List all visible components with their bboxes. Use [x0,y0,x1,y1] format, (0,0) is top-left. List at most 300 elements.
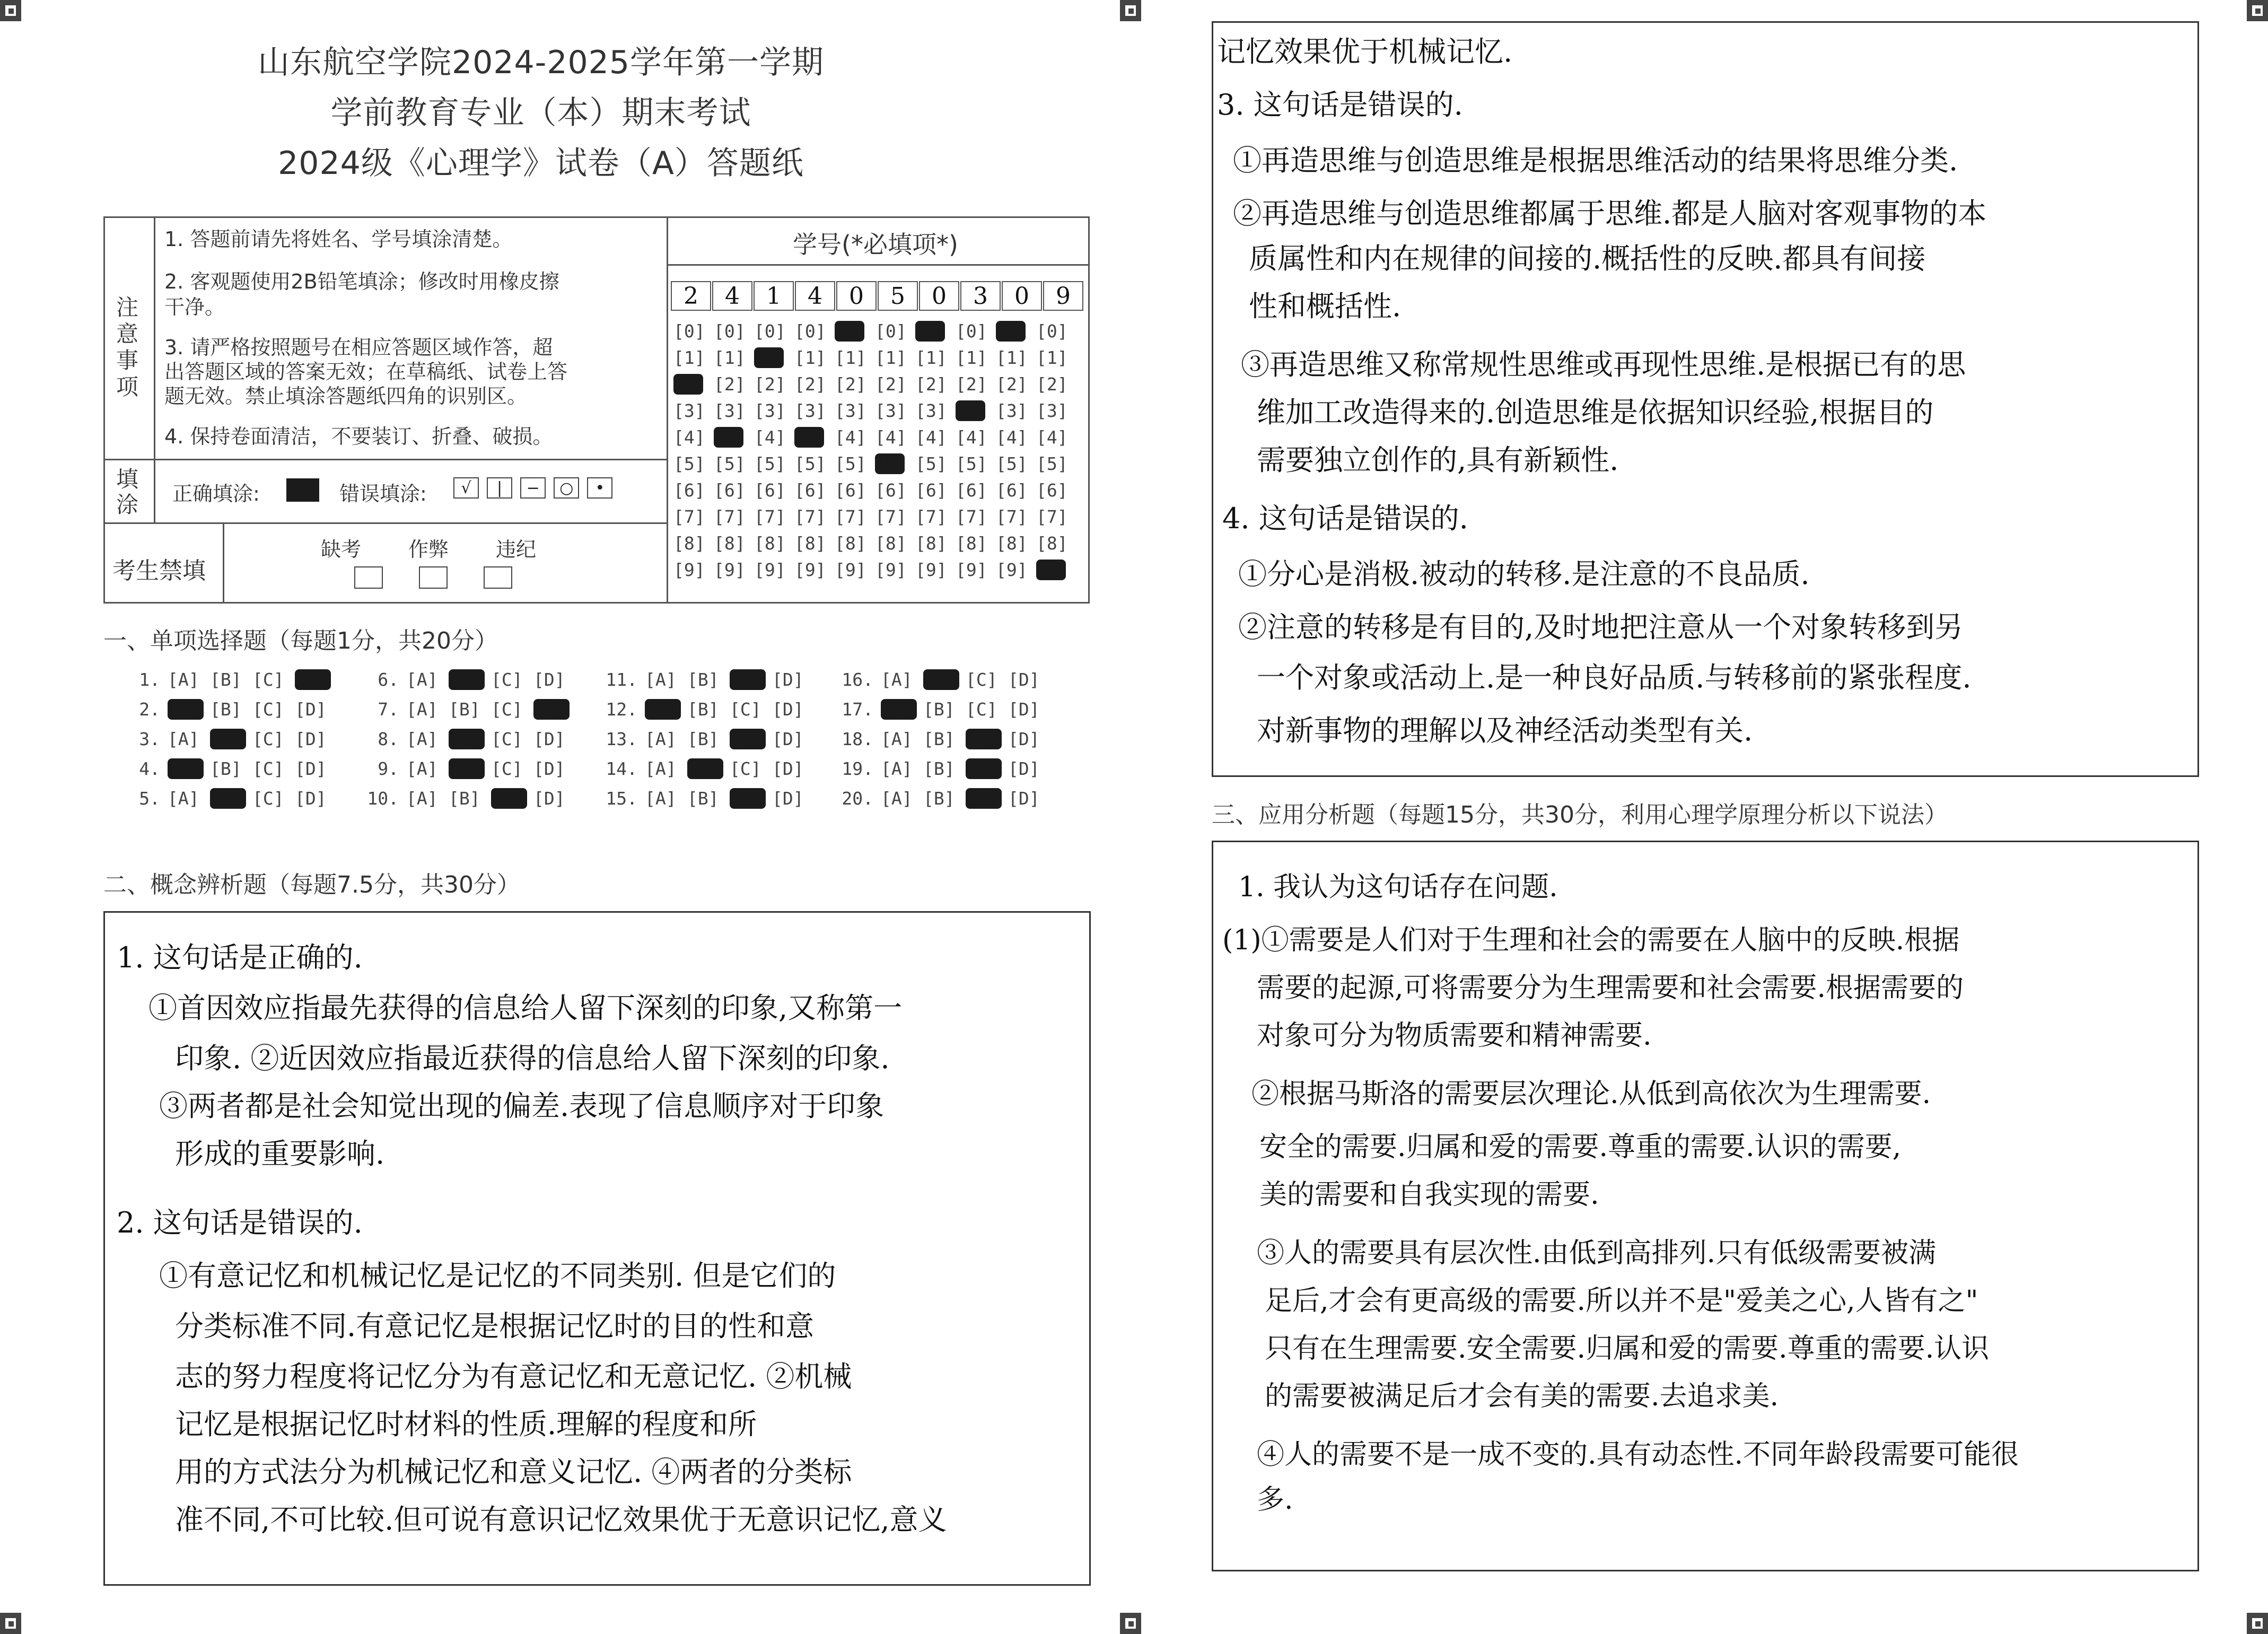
handwritten-answer-line: 对新事物的理解以及神经活动类型有关. [1257,714,1753,747]
student-id-bubble[interactable]: [3] [956,400,987,421]
mcq-option-bubble[interactable]: [D] [1008,669,1040,690]
student-id-digit[interactable]: 4 [712,281,752,311]
mcq-option-bubble[interactable]: [B] [923,788,955,809]
student-id-bubble[interactable]: [7] [673,506,705,527]
handwritten-answer-line: 用的方式法分为机械记忆和意义记忆. ④两者的分类标 [175,1455,852,1489]
mcq-question [355,788,576,809]
student-id-bubble-row [673,533,1076,554]
mcq-question [355,758,576,779]
student-id-bubble[interactable]: [6] [1036,480,1068,501]
mcq-number: 8. [378,729,399,749]
mcq-option-bubble[interactable]: [B] [210,788,246,809]
student-id-bubble[interactable]: [5] [835,453,866,474]
mcq-option-bubble[interactable]: [A] [168,729,199,749]
student-id-bubble[interactable]: [5] [714,453,746,474]
handwritten-answer-line: 维加工改造得来的.创造思维是依据知识经验,根据目的 [1257,396,1934,429]
student-id-bubble[interactable]: [3] [754,400,786,421]
mcq-option-bubble[interactable]: [D] [295,788,327,809]
student-id-bubble[interactable]: [5] [1036,453,1068,474]
student-id-bubble[interactable]: [8] [754,533,786,554]
forbidden-absent-box[interactable] [354,566,383,589]
wrong-mark-bar: | [487,477,512,499]
student-id-bubble[interactable]: [0] [835,321,866,342]
student-id-bubble[interactable]: [0] [956,321,987,342]
mcq-option-bubble[interactable]: [D] [533,669,565,690]
student-id-bubble[interactable]: [6] [673,480,705,501]
mcq-question [117,669,337,690]
mcq-number: 18. [842,729,873,749]
mcq-question [117,758,337,779]
student-id-bubble[interactable]: [8] [714,533,746,554]
mcq-option-bubble[interactable]: [C] [966,699,997,720]
student-id-bubble[interactable]: [3] [915,400,947,421]
student-id-bubble[interactable]: [0] [875,321,907,342]
handwritten-answer-line: 准不同,不可比较.但可说有意识记忆效果优于无意识记忆,意义 [175,1503,947,1536]
handwritten-answer-line: 的需要被满足后才会有美的需要.去追求美. [1265,1380,1779,1412]
student-id-bubble-row [673,347,1076,368]
mcq-option-bubble[interactable]: [A] [406,758,438,779]
student-id-bubble[interactable]: [7] [996,506,1028,527]
student-id-bubble[interactable]: [7] [956,506,987,527]
student-id-bubble-row [673,506,1076,527]
student-id-digit[interactable]: 0 [1002,281,1042,311]
mcq-option-bubble[interactable]: [A] [645,669,677,690]
mcq-option-bubble[interactable]: [D] [295,729,327,749]
mcq-option-bubble[interactable]: [D] [772,788,804,809]
mcq-option-bubble[interactable]: [B] [449,699,480,720]
notice-item: 1. 答题前请先将姓名、学号填涂清楚。 [164,228,513,251]
mcq-option-bubble[interactable]: [C] [252,788,284,809]
student-id-bubble[interactable]: [2] [956,374,987,395]
student-id-bubble[interactable]: [8] [835,533,866,554]
fill-correct-label: 正确填涂: [172,482,260,505]
student-id-bubble[interactable]: [1] [1036,347,1068,368]
mcq-option-bubble[interactable]: [A] [168,788,199,809]
mcq-option-bubble[interactable]: [A] [406,729,438,749]
mcq-option-bubble[interactable]: [C] [491,669,523,690]
forbidden-cheat-box[interactable] [419,566,448,589]
student-id-bubble[interactable]: [1] [794,347,826,368]
student-id-bubble[interactable]: [4] [754,427,786,448]
mcq-option-bubble[interactable]: [D] [1008,758,1040,779]
mcq-number: 12. [606,699,637,720]
student-id-bubble[interactable]: [5] [915,453,947,474]
student-id-bubble[interactable]: [4] [794,427,826,448]
mcq-option-bubble[interactable]: [C] [252,669,284,690]
student-id-bubble-row [673,321,1076,342]
handwritten-answer-line: 足后,才会有更高级的需要.所以并不是"爱美之心,人皆有之" [1265,1285,1978,1317]
student-id-bubble[interactable]: [9] [714,560,746,580]
handwritten-answer-line: ③两者都是社会知觉出现的偏差.表现了信息顺序对于印象 [159,1089,885,1123]
student-id-bubble[interactable]: [4] [915,427,947,448]
mcq-number: 14. [606,758,637,779]
mcq-option-bubble[interactable]: [C] [491,758,523,779]
mcq-option-bubble[interactable]: [B] [923,729,955,749]
student-id-digit[interactable]: 2 [671,281,711,311]
mcq-option-bubble[interactable]: [C] [252,699,284,720]
mcq-option-bubble[interactable]: [C] [730,669,766,690]
mcq-number: 19. [842,758,873,779]
fill-wrong-label: 错误填涂: [339,482,427,505]
handwritten-answer-line: 1. 我认为这句话存在问题. [1238,871,1558,903]
mcq-option-bubble[interactable]: [C] [491,729,523,749]
student-id-bubble[interactable]: [3] [1036,400,1068,421]
student-id-bubble[interactable]: [8] [915,533,947,554]
forbidden-violation-box[interactable] [484,566,512,589]
student-id-bubble[interactable]: [5] [754,453,786,474]
student-id-bubble[interactable]: [1] [915,347,947,368]
mcq-option-bubble[interactable]: [C] [252,758,284,779]
mcq-number: 2. [139,699,160,720]
handwritten-answer-line: ②注意的转移是有目的,及时地把注意从一个对象转移到另 [1238,610,1964,644]
mcq-option-bubble[interactable]: [B] [210,758,242,779]
student-id-bubble[interactable]: [7] [875,506,907,527]
notice-item: 题无效。禁止填涂答题纸四角的识别区。 [164,385,528,408]
student-id-bubble[interactable]: [0] [673,321,705,342]
student-id-bubble[interactable]: [2] [1036,374,1068,395]
notice-item: 出答题区域的答案无效；在草稿纸、试卷上答 [164,360,568,383]
handwritten-answer-line: 需要的起源,可将需要分为生理需要和社会需要.根据需要的 [1257,972,1964,1004]
mcq-option-bubble[interactable]: [C] [966,788,1002,809]
mcq-option-bubble[interactable]: [A] [881,699,917,720]
mcq-option-bubble[interactable]: [C] [491,699,523,720]
mcq-option-bubble[interactable]: [B] [687,758,723,779]
student-id-bubble[interactable]: [1] [754,347,786,368]
student-id-bubble-row [673,374,1076,395]
handwritten-answer-line: 对象可分为物质需要和精神需要. [1257,1020,1652,1052]
student-id-bubble[interactable]: [8] [794,533,826,554]
section1-title: 一、单项选择题（每题1分，共20分） [103,627,498,654]
registration-mark-icon [2247,0,2268,21]
student-id-digit[interactable]: 5 [878,281,918,311]
student-id-bubble[interactable]: [0] [754,321,786,342]
student-id-bubble[interactable]: [3] [673,400,705,421]
handwritten-answer-line: 记忆是根据记忆时材料的性质.理解的程度和所 [175,1408,757,1441]
student-id-bubble[interactable]: [2] [835,374,866,395]
handwritten-answer-line: ③再造思维又称常规性思维或再现性思维.是根据已有的思 [1241,348,1966,381]
handwritten-answer-line: ②根据马斯洛的需要层次理论.从低到高依次为生理需要. [1251,1078,1931,1110]
mcq-option-bubble[interactable]: [A] [645,699,681,720]
student-id-bubble[interactable]: [1] [956,347,987,368]
mcq-option-bubble[interactable]: [A] [406,699,438,720]
student-id-bubble[interactable]: [9] [1036,560,1068,580]
mcq-option-bubble[interactable]: [A] [168,699,204,720]
student-id-digit[interactable]: 9 [1043,281,1083,311]
handwritten-answer-line: 性和概括性. [1249,290,1402,323]
mcq-option-bubble[interactable]: [D] [295,758,327,779]
student-id-bubble[interactable]: [3] [996,400,1028,421]
mcq-question [355,669,576,690]
notice-label-divider [154,216,155,460]
student-id-bubble[interactable]: [8] [1036,533,1068,554]
student-id-bubble[interactable]: [2] [754,374,786,395]
mcq-option-bubble[interactable]: [D] [772,699,804,720]
student-id-bubble[interactable]: [2] [875,374,907,395]
forbidden-label: 考生禁填 [112,557,206,584]
mcq-option-bubble[interactable]: [A] [881,729,913,749]
student-id-bubble[interactable]: [3] [794,400,826,421]
fill-correct-example [286,478,319,502]
mcq-number: 1. [139,669,160,690]
handwritten-answer-line: 3. 这句话是错误的. [1217,88,1463,121]
mcq-question [594,788,815,809]
student-id-bubble[interactable]: [4] [956,427,987,448]
student-id-bubble[interactable]: [0] [714,321,746,342]
handwritten-answer-line: 1. 这句话是正确的. [117,941,363,974]
mcq-option-bubble[interactable]: [B] [923,699,955,720]
mcq-option-bubble[interactable]: [A] [406,669,438,690]
mcq-number: 5. [139,788,160,809]
section2-right-lines [1212,21,2198,777]
student-id-bubble[interactable]: [6] [875,480,907,501]
mcq-question [594,699,815,720]
handwritten-answer-line: 记忆效果优于机械记忆. [1217,35,1513,68]
student-id-bubble[interactable]: [5] [794,453,826,474]
student-id-bubble[interactable]: [4] [1036,427,1068,448]
forbidden-absent-label: 缺考 [321,538,362,561]
student-id-bubble[interactable]: [9] [915,560,947,580]
mcq-option-bubble[interactable]: [C] [730,758,761,779]
mcq-option-bubble[interactable]: [D] [533,788,565,809]
student-id-bubble[interactable]: [1] [875,347,907,368]
mcq-question [830,669,1050,690]
handwritten-answer-line: ①有意记忆和机械记忆是记忆的不同类别. 但是它们的 [159,1259,836,1292]
mcq-option-bubble[interactable]: [D] [1008,729,1040,749]
mcq-number: 20. [842,788,873,809]
mcq-option-bubble[interactable]: [D] [533,758,565,779]
student-id-digit[interactable]: 1 [754,281,794,311]
mcq-option-bubble[interactable]: [D] [772,669,804,690]
student-id-bubble[interactable]: [6] [915,480,947,501]
wrong-mark-dash: − [520,477,546,499]
handwritten-answer-line: 质属性和内在规律的间接的.概括性的反映.都具有间接 [1249,242,1926,275]
mcq-question [830,758,1050,779]
student-id-bubble[interactable]: [3] [714,400,746,421]
forbidden-violation-label: 违纪 [496,538,537,561]
handwritten-answer-line: (1)①需要是人们对于生理和社会的需要在人脑中的反映.根据 [1222,924,1960,956]
handwritten-answer-line: 分类标准不同.有意记忆是根据记忆时的目的性和意 [175,1309,815,1343]
student-id-bubble[interactable]: [5] [673,453,705,474]
notice-item: 3. 请严格按照题号在相应答题区域作答，超 [164,336,553,359]
mcq-number: 7. [378,699,399,720]
student-id-top-divider [667,264,1090,266]
mcq-option-bubble[interactable]: [C] [730,788,766,809]
student-id-bubble[interactable]: [1] [714,347,746,368]
fill-bottom-divider [103,522,667,524]
mcq-option-bubble[interactable]: [D] [772,729,804,749]
mcq-option-bubble[interactable]: [D] [772,758,804,779]
student-id-bubble[interactable]: [7] [714,506,746,527]
mcq-option-bubble[interactable]: [C] [966,758,1002,779]
forbidden-cheat-label: 作弊 [408,538,449,561]
student-id-bubble[interactable]: [2] [915,374,947,395]
mcq-question [117,729,337,749]
student-id-bubble[interactable]: [7] [754,506,786,527]
student-id-bubble[interactable]: [7] [835,506,866,527]
section3-lines [1212,841,2198,1571]
mcq-option-bubble[interactable]: [B] [687,729,719,749]
student-id-bubble[interactable]: [8] [996,533,1028,554]
mcq-option-bubble[interactable]: [D] [533,729,565,749]
handwritten-answer-line: ①分心是消极.被动的转移.是注意的不良品质. [1238,557,1810,591]
mcq-option-bubble[interactable]: [D] [533,699,570,720]
handwritten-answer-line: ④人的需要不是一成不变的.具有动态性.不同年龄段需要可能很 [1257,1439,2019,1471]
student-id-bubble[interactable]: [6] [996,480,1028,501]
student-id-bubble[interactable]: [6] [794,480,826,501]
student-id-bubble[interactable]: [6] [714,480,746,501]
mcq-option-bubble[interactable]: [B] [923,669,959,690]
student-id-bubble[interactable]: [0] [915,321,947,342]
forbidden-label-divider [223,522,224,604]
student-id-bubble[interactable]: [0] [1036,321,1068,342]
handwritten-answer-line: 形成的重要影响. [175,1137,385,1170]
registration-mark-icon [0,0,21,21]
student-id-bubble[interactable]: [2] [673,374,705,395]
notice-item: 2. 客观题使用2B铅笔填涂；修改时用橡皮擦 [164,270,559,293]
mcq-option-bubble[interactable]: [B] [210,669,242,690]
mcq-number: 16. [842,669,873,690]
mcq-number: 13. [606,729,637,749]
mcq-option-bubble[interactable]: [C] [491,788,527,809]
mcq-number: 15. [606,788,637,809]
mcq-option-bubble[interactable]: [B] [449,788,480,809]
student-id-bubble[interactable]: [9] [835,560,866,580]
mcq-question [594,758,815,779]
student-id-bubble-row [673,453,1076,474]
mcq-option-bubble[interactable]: [A] [168,758,204,779]
student-id-bubble[interactable]: [3] [835,400,866,421]
mcq-number: 9. [378,758,399,779]
handwritten-answer-line: 4. 这句话是错误的. [1222,502,1468,535]
student-id-bubble[interactable]: [7] [915,506,947,527]
student-id-bubble[interactable]: [9] [794,560,826,580]
mcq-question [830,699,1050,720]
notice-item: 4. 保持卷面清洁，不要装订、折叠、破损。 [164,425,553,448]
student-id-bubble[interactable]: [1] [673,347,705,368]
student-id-bubble[interactable]: [1] [835,347,866,368]
fill-label: 填涂 [116,466,138,518]
mcq-question [830,729,1050,749]
student-id-bubble[interactable]: [7] [794,506,826,527]
mcq-question [117,788,337,809]
student-id-bubble[interactable]: [6] [835,480,866,501]
student-id-bubble-row [673,427,1076,448]
student-id-bubble[interactable]: [8] [673,533,705,554]
mcq-option-bubble[interactable]: [A] [881,788,913,809]
exam-title-school: 山东航空学院2024-2025学年第一学期 [257,44,825,81]
notice-item: 干净。 [164,295,225,319]
mcq-option-bubble[interactable]: [D] [295,669,331,690]
mcq-option-bubble[interactable]: [C] [966,669,997,690]
exam-title-major: 学前教育专业（本）期末考试 [330,94,751,132]
mcq-question [594,669,815,690]
student-id-digit[interactable]: 3 [960,281,1001,311]
mcq-option-bubble[interactable]: [C] [252,729,284,749]
mcq-option-bubble[interactable]: [D] [295,699,327,720]
student-id-bubble[interactable]: [2] [714,374,746,395]
mcq-number: 17. [842,699,873,720]
mcq-option-bubble[interactable]: [A] [881,669,913,690]
student-id-bubble[interactable]: [5] [956,453,987,474]
mcq-option-bubble[interactable]: [B] [449,729,485,749]
mcq-number: 4. [139,758,160,779]
mcq-option-bubble[interactable]: [A] [645,788,677,809]
mcq-option-bubble[interactable]: [B] [687,788,719,809]
student-id-bubble[interactable]: [2] [996,374,1028,395]
mcq-option-bubble[interactable]: [C] [730,729,766,749]
student-id-bubble[interactable]: [3] [875,400,907,421]
mcq-option-bubble[interactable]: [D] [1008,788,1040,809]
student-id-bubble[interactable]: [1] [996,347,1028,368]
student-id-bubble-row [673,400,1076,421]
mcq-option-bubble[interactable]: [A] [168,669,199,690]
mcq-option-bubble[interactable]: [A] [406,788,438,809]
mcq-option-bubble[interactable]: [B] [687,699,719,720]
mcq-option-bubble[interactable]: [A] [645,758,677,779]
mcq-option-bubble[interactable]: [B] [210,699,242,720]
student-id-bubble[interactable]: [4] [996,427,1028,448]
student-id-digit[interactable]: 0 [919,281,959,311]
student-id-digit[interactable]: 0 [836,281,877,311]
student-id-bubble[interactable]: [6] [754,480,786,501]
mcq-option-bubble[interactable]: [B] [687,669,719,690]
student-id-bubble[interactable]: [7] [1036,506,1068,527]
student-id-bubble[interactable]: [8] [875,533,907,554]
student-id-digit[interactable]: 4 [795,281,835,311]
student-id-bubble[interactable]: [0] [794,321,826,342]
mcq-option-bubble[interactable]: [B] [210,729,246,749]
mcq-option-bubble[interactable]: [C] [730,699,761,720]
notice-bottom-divider [103,459,667,460]
student-id-digits [671,281,1090,311]
student-id-bubble[interactable]: [9] [956,560,987,580]
handwritten-answer-line: ③人的需要具有层次性.由低到高排列.只有低级需要被满 [1257,1237,1937,1269]
mcq-option-bubble[interactable]: [B] [449,758,485,779]
student-id-bubble[interactable]: [9] [996,560,1028,580]
student-id-bubble[interactable]: [5] [996,453,1028,474]
student-id-bubble[interactable]: [4] [714,427,746,448]
handwritten-answer-line: 一个对象或活动上.是一种良好品质.与转移前的紧张程度. [1257,661,1972,694]
student-id-bubble[interactable]: [6] [956,480,987,501]
handwritten-answer-line: 美的需要和自我实现的需要. [1259,1179,1599,1211]
handwritten-answer-line: 安全的需要.归属和爱的需要.尊重的需要.认识的需要, [1259,1131,1902,1163]
mcq-option-bubble[interactable]: [A] [645,729,677,749]
student-id-bubble[interactable]: [4] [835,427,866,448]
handwritten-answer-line: ①再造思维与创造思维是根据思维活动的结果将思维分类. [1233,144,1958,177]
mcq-number: 3. [139,729,160,749]
student-id-bubble[interactable]: [2] [794,374,826,395]
student-id-bubble[interactable]: [5] [875,453,907,474]
student-id-bubble[interactable]: [9] [754,560,786,580]
mcq-option-bubble[interactable]: [B] [923,758,955,779]
student-id-bubble[interactable]: [4] [673,427,705,448]
registration-mark-icon [2247,1613,2268,1634]
wrong-mark-circle: ○ [554,477,579,499]
registration-mark-icon [0,1613,21,1634]
mcq-number: 6. [378,669,399,690]
mcq-option-bubble[interactable]: [D] [1008,699,1040,720]
mcq-option-bubble[interactable]: [C] [966,729,1002,749]
student-id-bubble[interactable]: [9] [673,560,705,580]
mcq-option-bubble[interactable]: [B] [449,669,485,690]
mcq-option-bubble[interactable]: [A] [881,758,913,779]
section2-left-lines [103,911,1090,1586]
student-id-bubble[interactable]: [8] [956,533,987,554]
student-id-bubble[interactable]: [0] [996,321,1028,342]
student-id-bubble[interactable]: [9] [875,560,907,580]
handwritten-answer-line: 志的努力程度将记忆分为有意记忆和无意记忆. ②机械 [175,1360,852,1393]
student-id-bubble[interactable]: [4] [875,427,907,448]
